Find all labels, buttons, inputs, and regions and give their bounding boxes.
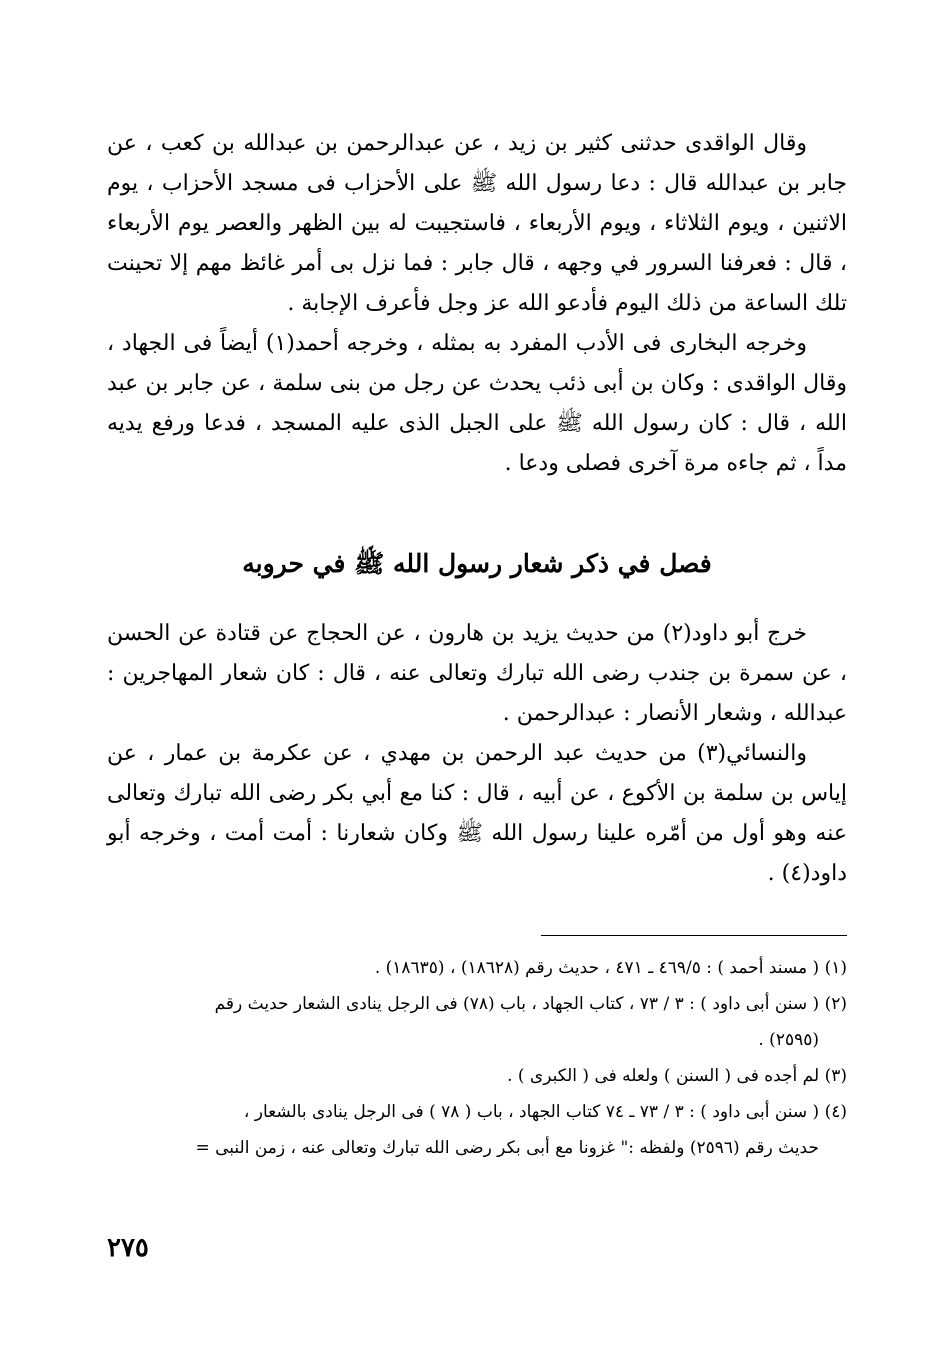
footnote-2-continuation: (٢٥٩٥) . xyxy=(758,1030,819,1050)
paragraph-abu-dawud: خرج أبو داود(٢) من حديث يزيد بن هارون ، عن الحجاج عن قتادة عن الحسن ، عن سمرة بن جندب رضى الله تبارك وتعالى عنه ، قال : كان شعار المهاجرين : عبدالله ، وشعار الأنصار : عبدالرحمن . xyxy=(107,621,847,726)
footnotes xyxy=(107,950,847,1166)
section-text xyxy=(107,614,847,894)
paragraph-waqidi-narration: وقال الواقدى حدثنى كثير بن زيد ، عن عبدالرحمن بن عبدالله بن كعب ، عن جابر بن عبدالله قال : دعا رسول الله ﷺ على الأحزاب فى مسجد الأحزاب ، يوم الاثنين ، ويوم الثلاثاء ، ويوم الأربعاء ، فاستجيبت له بين الظهر والعصر يوم الأربعاء ، قال : فعرفنا السرور في وجهه ، قال جابر : فما نزل بى أمر غائظ مهم إلا تحينت تلك الساعة من ذلك اليوم فأدعو الله عز وجل فأعرف الإجابة . xyxy=(107,131,847,316)
footnote-4-continuation: حديث رقم (٢٥٩٦) ولفظه :" غزونا مع أبى بكر رضى الله تبارك وتعالى عنه ، زمن النبى = xyxy=(195,1138,819,1158)
footnote-3-text: (٣) لم أجده فى ( السنن ) ولعله فى ( الكبرى ) . xyxy=(507,1066,847,1086)
footnote-3 xyxy=(107,1058,847,1094)
footnote-4 xyxy=(107,1094,847,1166)
footnote-1-text: (١) ( مسند أحمد ) : ٤٦٩/٥ ـ ٤٧١ ، حديث رقم (١٨٦٢٨) ، (١٨٦٣٥) . xyxy=(374,958,847,978)
main-text xyxy=(107,124,847,484)
footnote-1 xyxy=(107,950,847,986)
paragraph-nasai: والنسائي(٣) من حديث عبد الرحمن بن مهدي ، عن عكرمة بن عمار ، عن إياس بن سلمة بن الأكوع ، عن أبيه ، قال : كنا مع أبي بكر رضى الله تبارك وتعالى عنه وهو أول من أمّره علينا رسول الله ﷺ وكان شعارنا : أمت أمت ، وخرجه أبو داود(٤) . xyxy=(107,741,847,886)
footnote-separator xyxy=(541,935,847,936)
footnote-2-text: (٢) ( سنن أبى داود ) : ٣ / ٧٣ ، كتاب الجهاد ، باب (٧٨) فى الرجل ينادى الشعار حديث رقم xyxy=(214,994,847,1014)
page-number: ٢٧٥ xyxy=(107,1233,149,1263)
section-heading: فصل في ذكر شعار رسول الله ﷺ في حروبه xyxy=(242,549,712,578)
footnote-2 xyxy=(107,986,847,1058)
paragraph-bukhari-takhrij: وخرجه البخارى فى الأدب المفرد به بمثله ، وخرجه أحمد(١) أيضاً فى الجهاد ، وقال الواقدى : وكان بن أبى ذئب يحدث عن رجل من بنى سلمة ، عن جابر بن عبد الله ، قال : كان رسول الله ﷺ على الجبل الذى عليه المسجد ، فدعا ورفع يديه مداً ، ثم جاءه مرة آخرى فصلى ودعا . xyxy=(107,331,847,476)
footnote-4-text: (٤) ( سنن أبى داود ) : ٣ / ٧٣ ـ ٧٤ كتاب الجهاد ، باب ( ٧٨ ) فى الرجل ينادى بالشعار ، xyxy=(243,1102,847,1122)
